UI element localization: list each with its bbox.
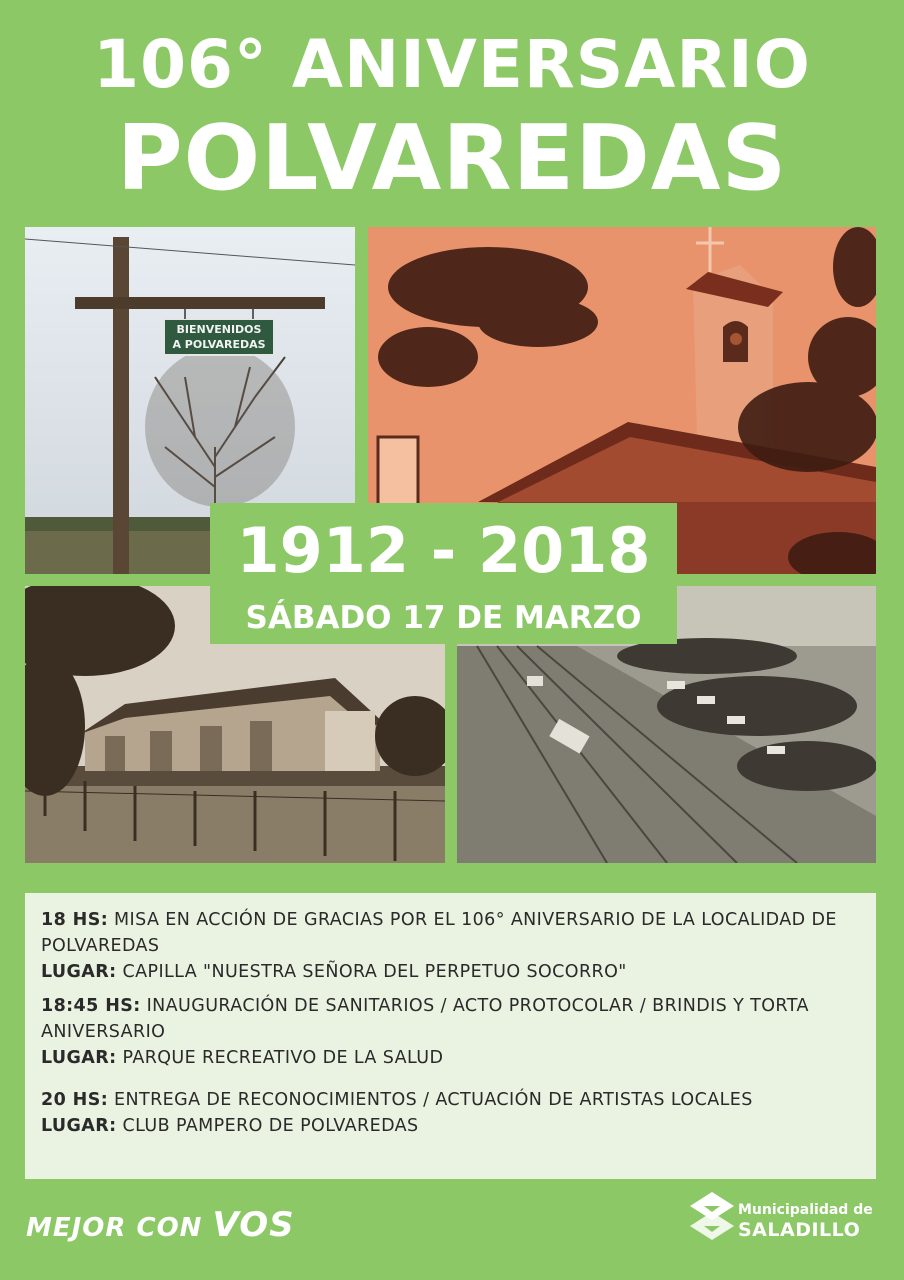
event-1-desc: MISA EN ACCIÓN DE GRACIAS POR EL 106° ANIVERSARIO DE LA LOCALIDAD DE [108, 910, 837, 930]
event-2-place [41, 1045, 862, 1071]
event-2-time: 18:45 HS: [41, 996, 141, 1016]
event-3-place-label: LUGAR: [41, 1116, 117, 1136]
event-2-line [41, 993, 862, 1019]
date-banner [210, 503, 677, 644]
sign-text-2: A POLVAREDAS [172, 338, 266, 351]
title-anniversary: 106° ANIVERSARIO [93, 26, 811, 103]
title-town: POLVAREDAS [116, 106, 788, 211]
event-1-place-text: CAPILLA "NUESTRA SEÑORA DEL PERPETUO SOCORRO" [116, 962, 627, 982]
saladillo-logo-icon [690, 1192, 734, 1250]
municipality-label: Municipalidad de [738, 1202, 873, 1218]
event-3-place-text: CLUB PAMPERO DE POLVAREDAS [116, 1116, 419, 1136]
years-range: 1912 - 2018 [236, 514, 651, 587]
slogan-vos: VOS [212, 1205, 295, 1245]
municipality-logo [690, 1192, 890, 1252]
event-1-line [41, 907, 862, 933]
municipality-name: SALADILLO [738, 1219, 861, 1241]
event-1-time: 18 HS: [41, 910, 109, 930]
event-1-place-label: LUGAR: [41, 962, 117, 982]
event-2-place-text: PARQUE RECREATIVO DE LA SALUD [116, 1048, 444, 1068]
program-schedule [25, 893, 876, 1179]
event-2-place-label: LUGAR: [41, 1048, 117, 1068]
event-1-desc-cont: POLVAREDAS [41, 936, 160, 956]
slogan [26, 1205, 295, 1245]
event-2-desc-cont: ANIVERSARIO [41, 1022, 166, 1042]
event-2-desc: INAUGURACIÓN DE SANITARIOS / ACTO PROTOCOLAR / BRINDIS Y TORTA [140, 996, 809, 1016]
sign-text-1: BIENVENIDOS [176, 323, 262, 336]
event-3-desc: ENTREGA DE RECONOCIMIENTOS / ACTUACIÓN DE ARTISTAS LOCALES [108, 1090, 753, 1110]
event-1-place [41, 959, 862, 985]
event-3-line [41, 1087, 862, 1113]
event-date: SÁBADO 17 DE MARZO [245, 600, 642, 636]
event-3-time: 20 HS: [41, 1090, 109, 1110]
slogan-text: MEJOR CON [26, 1213, 213, 1243]
event-3-place [41, 1113, 862, 1139]
